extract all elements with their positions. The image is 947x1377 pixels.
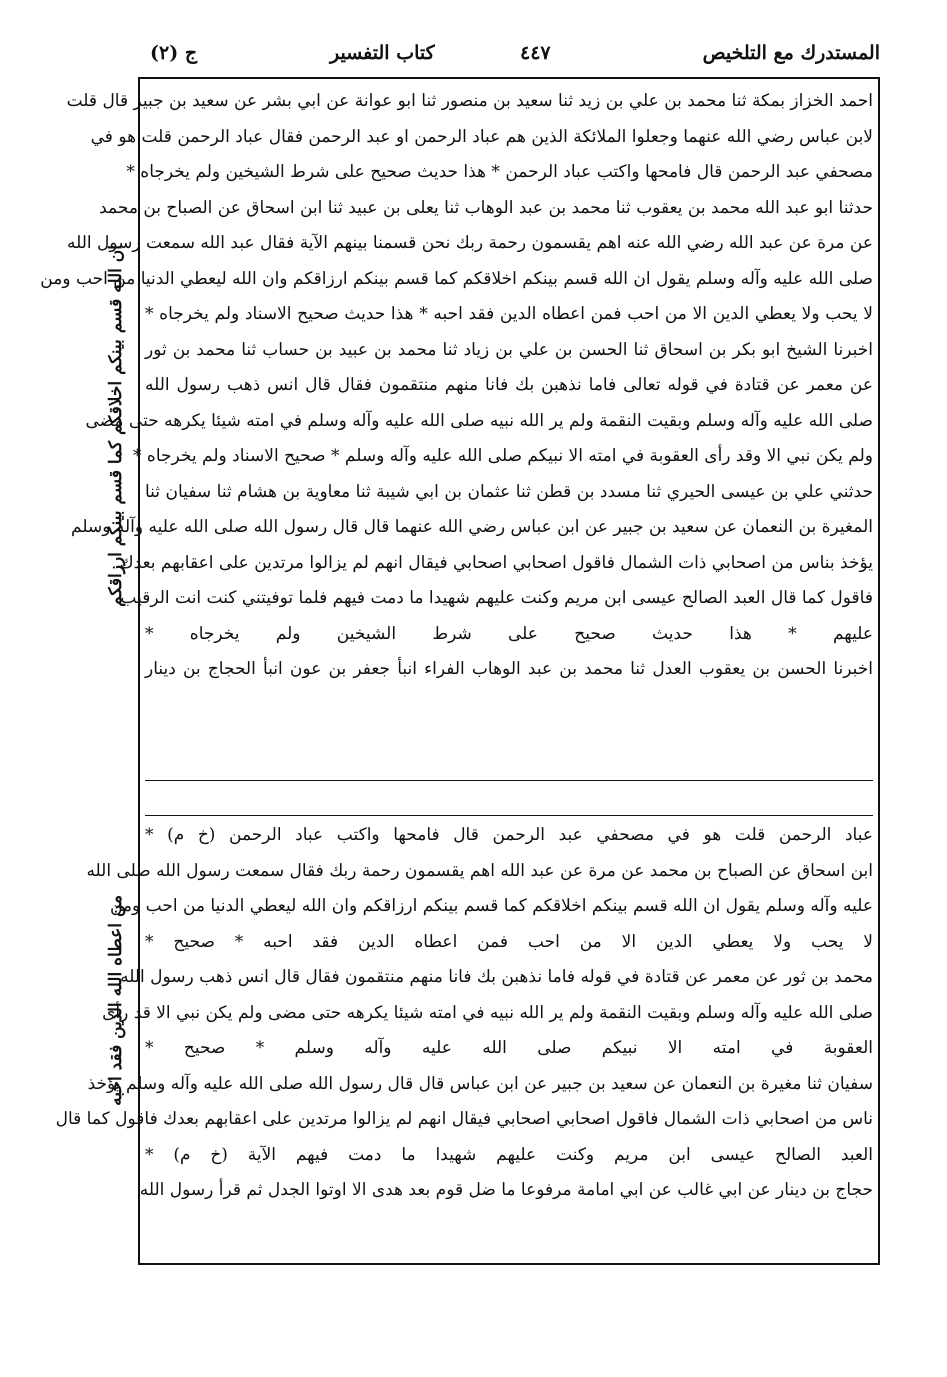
summary-line: ابن اسحاق عن الصباح بن محمد عن مرة عن عبد الله اهم يقسمون رحمة ربك فقال سمعت رسول الله صلى الله [86,860,873,881]
main-line: عليهم * هذا حديث صحيح على شرط الشيخين ولم يخرجاه * [145,623,873,644]
margin-note-text: من اعطاه الله الدين فقد احبه [106,895,126,1106]
main-line: عن معمر عن قتادة في قوله تعالى فاما نذهبن بك فانا منهم منتقمون فقال قال انس ذهب رسول الله [145,375,873,395]
main-line: حدثنا ابو عبد الله محمد بن يعقوب ثنا محمد بن عبد الوهاب ثنا يعلى بن عبيد ثنا ابن اسحاق عن الصباح بن محمد [99,197,873,218]
header-book-title: المستدرك مع التلخيص [702,42,880,64]
summary-line: العبد الصالح عيسى ابن مريم وكنت عليهم شهيدا ما دمت فيهم الآية (خ م) * [145,1144,873,1165]
margin-note-text: ان الله قسم بينكم اخلاقكم كما قسم بينكم ارزاقكم [106,245,126,607]
main-line: حدثني علي بن عيسى الحيري ثنا مسدد بن قطن ثنا عثمان بن ابي شيبة ثنا معاوية بن هشام ثنا سفيان ثنا [145,481,873,502]
margin-note [100,245,136,665]
summary-line: صلى الله عليه وآله وسلم وبقيت النقمة ولم ير الله نبيه في امته شيئا يكرهه حتى مضى ولم يكن نبي الا قد رأى [102,1002,873,1023]
summary-line: العقوبة في امته الا نبيكم صلى الله عليه وآله وسلم * صحيح * [145,1038,873,1058]
main-line: المغيرة بن النعمان عن سعيد بن جبير عن ابن عباس رضي الله عنهما قال قال رسول الله صلى الله عليه وآله وسلم [71,517,873,537]
summary-line: حجاج بن دينار عن ابي غالب عن ابي امامة مرفوعا ما ضل قوم بعد هدى الا اوتوا الجدل ثم قرأ رسول الله [139,1180,873,1200]
main-line: صلى الله عليه وآله وسلم يقول ان الله قسم بينكم اخلاقكم كما قسم بينكم ارزاقكم وان الله ليعطي الدنيا من احب ومن [40,268,873,289]
section-divider [145,780,873,781]
main-line: مصحفي عبد الرحمن قال فامحها واكتب عباد الرحمن * هذا حديث صحيح على شرط الشيخين ولم يخرجاه * [126,162,873,182]
summary-line: ناس من اصحابي ذات الشمال فاقول اصحابي اصحابي فيقال انهم لم يزالوا مرتدين على اعقابهم بعدك فاقول كما قال [55,1109,873,1129]
main-line: ولم يكن نبي الا وقد رأى العقوبة في امته الا نبيكم صلى الله عليه وآله وسلم * صحيح الاسناد ولم يخرجاه * [133,446,873,466]
summary-line: محمد بن ثور عن معمر عن قتادة في قوله فاما نذهبن بك فانا منهم منتقمون فقال قال انس ذهب رسول الله [120,967,873,987]
main-line: فاقول كما قال العبد الصالح عيسى ابن مريم وكنت عليهم شهيدا ما دمت فيهم فلما توفيتني كنت انت الرقيب [120,588,873,608]
summary-line: عليه وآله وسلم يقول ان الله قسم بينكم اخلاقكم كما قسم بينكم ارزاقكم وان الله ليعطي الدنيا من احب ومن [109,896,873,916]
header-part-number: ج (٢) [150,42,198,64]
main-line: يؤخذ بناس من اصحابي ذات الشمال فاقول اصحابي اصحابي فيقال انهم لم يزالوا مرتدين على اعقابهم بعدك [119,552,873,573]
page-header [150,42,880,78]
main-line: لابن عباس رضي الله عنهما وجعلوا الملائكة الذين هم عباد الرحمن او عبد الرحمن فقال عباد الرحمن قلت هو في [90,126,873,147]
main-line: عن مرة عن عبد الله رضي الله عنه اهم يقسمون رحمة ربك نحن قسمنا بينهم الآية فقال عبد الله سمعت رسول الله [66,233,873,253]
main-line: اخبرنا الحسن بن يعقوب العدل ثنا محمد بن عبد الوهاب الفراء انبأ جعفر بن عون انبأ الحجاج بن دينار [145,659,873,679]
summary-line: عباد الرحمن قلت هو في مصحفي عبد الرحمن قال فامحها واكتب عباد الرحمن (خ م) * [145,825,873,845]
margin-note [100,895,136,1145]
main-text [40,84,873,688]
section-divider [145,815,873,816]
header-section-title: كتاب التفسير [330,42,435,64]
main-line: احمد الخزاز بمكة ثنا محمد بن علي بن زيد ثنا سعيد بن منصور ثنا ابو عوانة عن ابي بشر عن سعيد بن جبير قال قلت [66,91,873,111]
main-line: اخبرنا الشيخ ابو بكر بن اسحاق ثنا الحسن بن علي بن زياد ثنا محمد بن عبيد بن حساب ثنا محمد بن ثور [145,339,873,360]
summary-line: لا يحب ولا يعطي الدين الا من احب فمن اعطاه الدين فقد احبه * صحيح * [145,931,873,952]
summary-line: سفيان ثنا مغيرة بن النعمان عن سعيد بن جبير عن ابن عباس قال قال رسول الله صلى الله عليه وآله وسلم يؤخذ [87,1073,873,1094]
main-line: لا يحب ولا يعطي الدين الا من احب فمن اعطاه الدين فقد احبه * هذا حديث صحيح الاسناد ولم يخرجاه * [145,304,873,324]
header-page-number: ٤٤٧ [520,42,551,64]
main-line: صلى الله عليه وآله وسلم وبقيت النقمة ولم ير الله نبيه صلى الله عليه وآله وسلم في امته شيئا يكرهه حتى مضى [85,410,873,431]
